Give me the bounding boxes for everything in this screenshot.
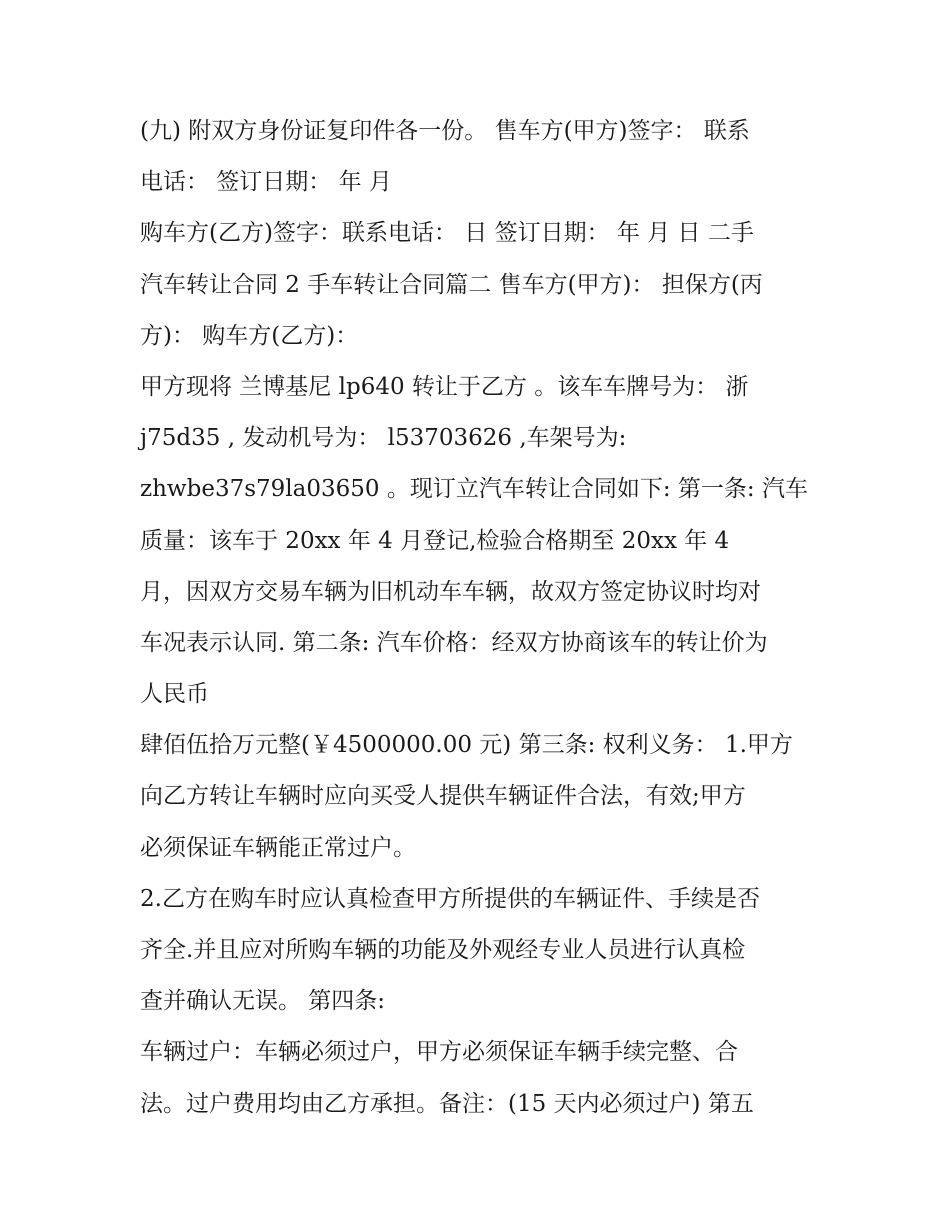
- text-line: zhwbe37s79la03650 。现订立汽车转让合同如下: 第一条: 汽车: [140, 476, 808, 503]
- text-line: 购车方(乙方)签字：联系电话： 日 签订日期： 年 月 日 二手: [140, 220, 754, 247]
- text-line: (九) 附双方身份证复印件各一份。 售车方(甲方)签字： 联系: [140, 118, 750, 144]
- text-line: j75d35 , 发动机号为： l53703626 ,车架号为:: [140, 425, 627, 452]
- text-line: 必须保证车辆能正常过户。: [140, 834, 416, 861]
- text-line: 电话： 签订日期： 年 月: [140, 169, 392, 196]
- contract-text: [140, 106, 820, 1130]
- text-line: 肆佰伍拾万元整(￥4500000.00 元) 第三条: 权利义务： 1.甲方: [140, 732, 793, 759]
- text-line: 月，因双方交易车辆为旧机动车车辆，故双方签定协议时均对: [140, 578, 761, 605]
- text-line: 法。过户费用均由乙方承担。备注：(15 天内必须过户) 第五: [140, 1090, 754, 1117]
- text-line: 向乙方转让车辆时应向买受人提供车辆证件合法，有效;甲方: [140, 783, 746, 810]
- text-line: 查并确认无误。 第四条:: [140, 988, 386, 1015]
- text-line: 2.乙方在购车时应认真检查甲方所提供的车辆证件、手续是否: [140, 885, 760, 912]
- text-line: 汽车转让合同 2 手车转让合同篇二 售车方(甲方)： 担保方(丙: [140, 271, 763, 298]
- text-line: 齐全.并且应对所购车辆的功能及外观经专业人员进行认真检: [140, 937, 746, 963]
- text-line: 车辆过户：车辆必须过户，甲方必须保证车辆手续完整、合: [140, 1039, 738, 1066]
- text-line: 车况表示认同. 第二条: 汽车价格：经双方协商该车的转让价为: [140, 629, 768, 656]
- text-line: 质量：该车于 20xx 年 4 月登记,检验合格期至 20xx 年 4: [140, 527, 730, 554]
- text-line: 甲方现将 兰博基尼 lp640 转让于乙方 。该车车牌号为： 浙: [140, 373, 749, 400]
- text-line: 人民币: [140, 681, 209, 708]
- text-line: 方)： 购车方(乙方)：: [140, 322, 359, 349]
